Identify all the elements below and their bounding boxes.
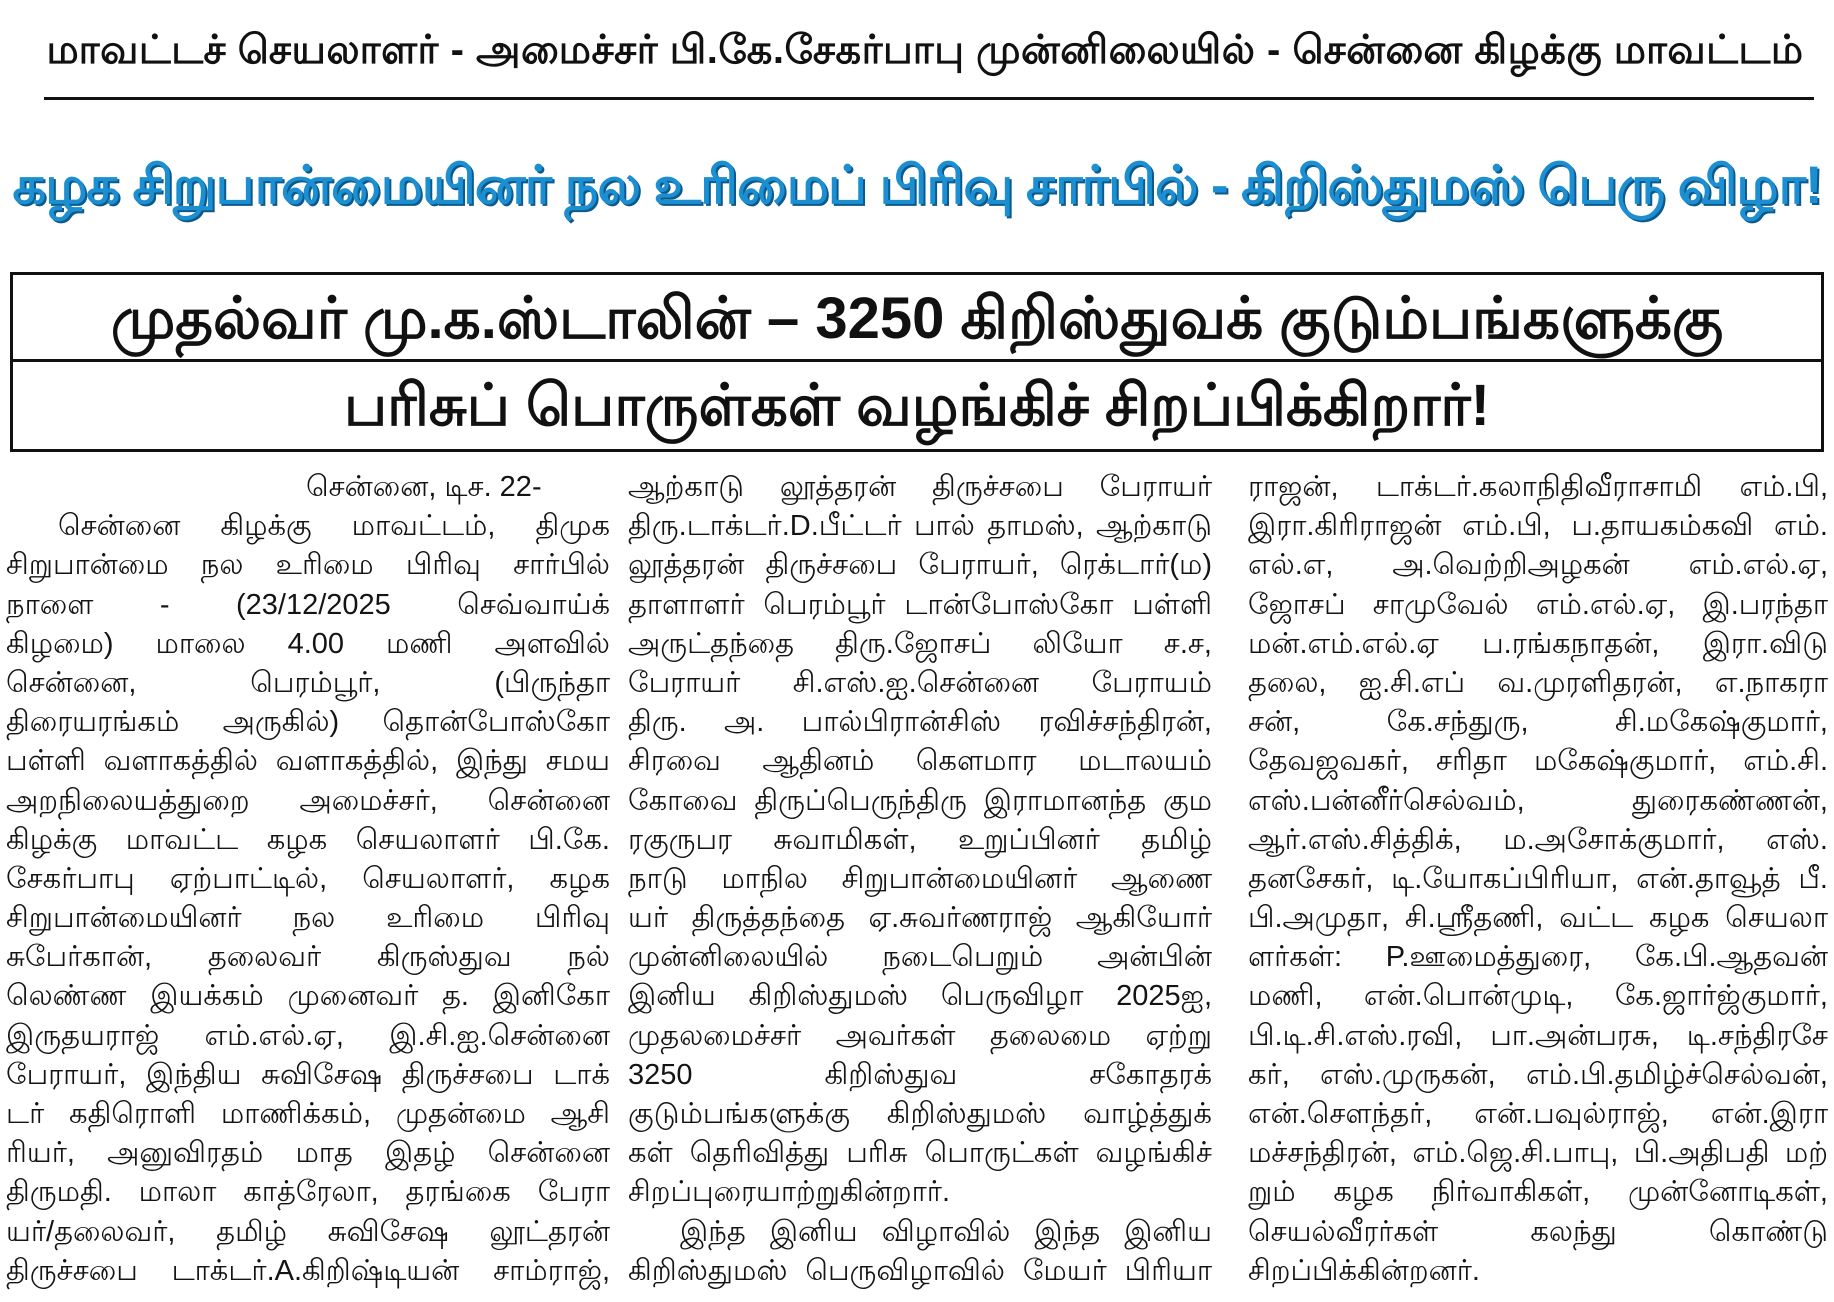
article-line: டர் கதிரொளி மாணிக்கம், முதன்மை ஆசி: [6, 1098, 610, 1130]
article-line: மன்.எம்.எல்.ஏ ப.ரங்கநாதன், இரா.விடு: [1248, 627, 1828, 660]
article-column-2: [628, 468, 1212, 1294]
main-headline: கழக சிறுபான்மையினர் நல உரிமைப் பிரிவு சார்பில் - கிறிஸ்துமஸ் பெரு விழா!: [12, 156, 1822, 215]
article-column-1: [6, 468, 610, 1294]
subhead-box: [10, 272, 1824, 452]
article-line: ஆர்.எஸ்.சித்திக், ம.அசோக்குமார், எஸ்.: [1248, 823, 1828, 856]
subhead-line-1: முதல்வர் மு.க.ஸ்டாலின் – 3250 கிறிஸ்துவக் குடும்பங்களுக்கு: [13, 275, 1821, 362]
article-line: மணி, என்.பொன்முடி, கே.ஜார்ஜ்குமார்,: [1248, 980, 1828, 1013]
article-line: ஜோசப் சாமுவேல் எம்.எல்.ஏ, இ.பரந்தா: [1248, 588, 1828, 621]
article-line: என்.சௌந்தர், என்.பவுல்ராஜ், என்.இரா: [1248, 1098, 1828, 1130]
article-line: சுபேர்கான், தலைவர் கிருஸ்துவ நல்: [6, 941, 610, 974]
article-line: திருமதி. மாலா காத்ரேலா, தரங்கை பேரா: [6, 1176, 610, 1209]
kicker-headline: மாவட்டச் செயலாளர் - அமைச்சர் பி.கே.சேகர்பாபு முன்னிலையில் - சென்னை கிழக்கு மாவட்டம்: [46, 28, 1804, 72]
article-line: பள்ளி வளாகத்தில் வளாகத்தில், இந்து சமய: [6, 745, 610, 778]
article-line: மச்சந்திரன், எம்.ஜெ.சி.பாபு, பி.அதிபதி மற்: [1248, 1137, 1828, 1170]
article-line: கிறிஸ்துமஸ் பெருவிழாவில் மேயர் பிரியா: [628, 1254, 1212, 1287]
article-line: லூத்தரன் திருச்சபை பேராயர், ரெக்டார்(ம): [628, 549, 1212, 582]
article-line: ராஜன், டாக்டர்.கலாநிதிவீராசாமி எம்.பி,: [1248, 471, 1828, 503]
article-line: இனிய கிறிஸ்துமஸ் பெருவிழா 2025ஐ,: [628, 980, 1212, 1013]
article-line: பேராயர், இந்திய சுவிசேஷ திருச்சபை டாக்: [6, 1058, 610, 1091]
article-line: தனசேகர், டி.யோகப்பிரியா, என்.தாவூத் பீ.: [1248, 862, 1828, 895]
article-line: கிழக்கு மாவட்ட கழக செயலாளர் பி.கே.: [6, 823, 610, 856]
article-line: லெண்ண இயக்கம் முனைவர் த. இனிகோ: [6, 980, 610, 1013]
article-line: எஸ்.பன்னீர்செல்வம், துரைகண்ணன்,: [1248, 784, 1828, 817]
article-line: சிறப்புரையாற்றுகின்றார்.: [628, 1176, 951, 1209]
article-line: தாளாளர் பெரம்பூர் டான்போஸ்கோ பள்ளி: [628, 588, 1212, 621]
article-line: கோவை திருப்பெருந்திரு இராமானந்த கும: [628, 784, 1212, 817]
article-line: திருச்சபை டாக்டர்.A.கிறிஷ்டியன் சாம்ராஜ்,: [6, 1254, 610, 1287]
article-line: பி.அமுதா, சி.ஸ்ரீதணி, வட்ட கழக செயலா: [1248, 902, 1828, 935]
article-line: றும் கழக நிர்வாகிகள், முன்னோடிகள்,: [1248, 1176, 1828, 1209]
article-line: இரா.கிரிராஜன் எம்.பி, ப.தாயகம்கவி எம்.: [1248, 510, 1828, 543]
article-line: சன், கே.சந்துரு, சி.மகேஷ்குமார்,: [1248, 706, 1828, 739]
dateline: சென்னை, டிச. 22-: [306, 471, 542, 503]
article-line: தேவஜவகர், சரிதா மகேஷ்குமார், எம்.சி.: [1248, 745, 1828, 778]
article-line: 3250 கிறிஸ்துவ சகோதரக்: [628, 1058, 1212, 1091]
article-line: தலை, ஐ.சி.எப் வ.முரளிதரன், எ.நாகரா: [1248, 666, 1828, 699]
article-line: ரியர், அனுவிரதம் மாத இதழ் சென்னை: [6, 1137, 610, 1170]
article-line: ளர்கள்: P.ஊமைத்துரை, கே.பி.ஆதவன்: [1248, 941, 1828, 974]
article-line: திரு.டாக்டர்.D.பீட்டர் பால் தாமஸ், ஆற்காடு: [628, 510, 1212, 543]
article-line: பி.டி.சி.எஸ்.ரவி, பா.அன்பரசு, டி.சந்திரசே: [1248, 1019, 1828, 1052]
article-line: திரு. அ. பால்பிரான்சிஸ் ரவிச்சந்திரன்,: [628, 706, 1212, 739]
article-line: அருட்தந்தை திரு.ஜோசப் லியோ ச.ச,: [628, 627, 1212, 660]
article-line: நாளை - (23/12/2025 செவ்வாய்க்: [6, 588, 610, 621]
article-line: சென்னை கிழக்கு மாவட்டம், திமுக: [58, 510, 610, 543]
article-line: சிறுபான்மை நல உரிமை பிரிவு சார்பில்: [6, 549, 610, 582]
article-line: எல்.எ, அ.வெற்றிஅழகன் எம்.எல்.ஏ,: [1248, 549, 1828, 582]
article-line: யர் திருத்தந்தை ஏ.சுவர்ணராஜ் ஆகியோர்: [628, 902, 1212, 935]
article-line: நாடு மாநில சிறுபான்மையினர் ஆணை: [628, 862, 1212, 895]
article-line: சென்னை, பெரம்பூர், (பிருந்தா: [6, 666, 610, 699]
article-line: கர், எஸ்.முருகன், எம்.பி.தமிழ்ச்செல்வன்,: [1248, 1058, 1828, 1091]
article-line: செயல்வீரர்கள் கலந்து கொண்டு: [1248, 1215, 1828, 1248]
article-line: அறநிலையத்துறை அமைச்சர், சென்னை: [6, 784, 610, 817]
subhead-line-2: பரிசுப் பொருள்கள் வழங்கிச் சிறப்பிக்கிறார்!: [344, 373, 1490, 438]
article-line: திரையரங்கம் அருகில்) தொன்போஸ்கோ: [6, 706, 610, 739]
article-line: சேகர்பாபு ஏற்பாட்டில், செயலாளர், கழக: [6, 862, 610, 895]
kicker-divider: [44, 97, 1814, 100]
article-line: ஆற்காடு லூத்தரன் திருச்சபை பேராயர்: [628, 471, 1212, 503]
article-line: இருதயராஜ் எம்.எல்.ஏ, இ.சி.ஐ.சென்னை: [6, 1019, 610, 1052]
article-line: கள் தெரிவித்து பரிசு பொருட்கள் வழங்கிச்: [628, 1137, 1212, 1170]
article-line: சிறுபான்மையினர் நல உரிமை பிரிவு: [6, 902, 610, 935]
article-line: யர்/தலைவர், தமிழ் சுவிசேஷ லூட்தரன்: [6, 1215, 610, 1248]
article-line: முதலமைச்சர் அவர்கள் தலைமை ஏற்று: [628, 1019, 1212, 1052]
article-column-3: [1248, 468, 1828, 1294]
article-line: இந்த இனிய விழாவில் இந்த இனிய: [680, 1215, 1212, 1248]
article-line: முன்னிலையில் நடைபெறும் அன்பின்: [628, 941, 1212, 974]
article-line: சிரவை ஆதினம் கௌமார மடாலயம்: [628, 745, 1212, 778]
article-line: பேராயர் சி.எஸ்.ஐ.சென்னை பேராயம்: [628, 666, 1212, 699]
article-line: ரகுருபர சுவாமிகள், உறுப்பினர் தமிழ்: [628, 823, 1212, 856]
article-line: கிழமை) மாலை 4.00 மணி அளவில்: [6, 627, 610, 660]
article-line: குடும்பங்களுக்கு கிறிஸ்துமஸ் வாழ்த்துக்: [628, 1098, 1212, 1130]
article-line: சிறப்பிக்கின்றனர்.: [1248, 1254, 1480, 1287]
